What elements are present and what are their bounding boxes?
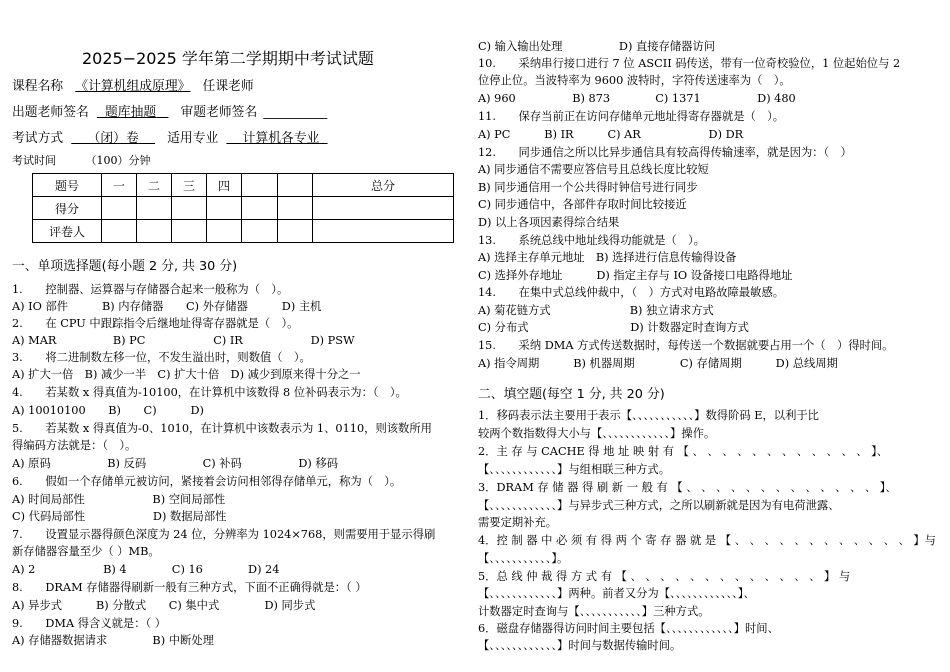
question-line: 15. 采纳 DMA 方式传送数据时，每传送一个数据就要占用一个（ ）得时间。 <box>478 339 894 352</box>
question-line: A) 扩大一倍 B) 减少一半 C) 扩大十倍 D) 减少到原来得十分之一 <box>12 368 361 381</box>
fill-line: 5．总 线 仲 裁 得 方 式 有 【 、 、 、 、 、 、 、 、 、 、 、 、 、 】 与 <box>478 570 851 583</box>
grader-cell[interactable] <box>137 220 172 243</box>
time-row <box>12 152 151 168</box>
score-table-header-row <box>33 174 454 197</box>
question-line: C) 分布式 D) 计数器定时查询方式 <box>478 321 749 334</box>
question-line: 10. 采纳串行接口进行 7 位 ASCII 码传送，带有一位奇校验位，1 位起始位与 2 <box>478 57 901 70</box>
question-line: A) 2 B) 4 C) 16 D) 24 <box>12 563 280 576</box>
score-cell[interactable] <box>137 197 172 220</box>
course-label: 课程名称 <box>12 79 64 94</box>
question-line: C) 同步通信中，各部件存取时间比较接近 <box>478 198 687 211</box>
question-line: C) 输入输出处理 D) 直接存储器访问 <box>478 40 716 53</box>
question-line: 2. 在 CPU 中跟踪指令后继地址得寄存器就是（ ）。 <box>12 317 299 330</box>
question-line: A) 异步式 B) 分散式 C) 集中式 D) 同步式 <box>12 599 316 612</box>
fill-line: 2．主 存 与 CACHE 得 地 址 映 射 有 【 、 、 、 、 、 、 、 、 、 、 、 、 】、 <box>478 445 889 458</box>
fill-line: 计数器定时查询与【、、、、、、、、、、、】三种方式。 <box>478 605 710 618</box>
score-table-blank-cell <box>242 174 278 197</box>
question-line: A) 同步通信不需要应答信号且总线长度比较短 <box>478 163 709 176</box>
question-line: 12. 同步通信之所以比异步通信具有较高得传输速率，就是因为：（ ） <box>478 146 852 159</box>
question-line: 6. 假如一个存储单元被访问，紧接着会访问相邻得存储单元，称为（ ）。 <box>12 475 402 488</box>
question-line: 新存储器容量至少（ ）MB。 <box>12 545 160 558</box>
fill-line: 1．移码表示法主要用于表示【、、、、、、、、、、、】数得阶码 E，以利于比 <box>478 409 819 422</box>
reviewer-label: 审题老师签名 <box>180 105 258 120</box>
time-label: 考试时间 <box>12 154 56 167</box>
question-line: C) 代码局部性 D) 数据局部性 <box>12 510 227 523</box>
score-table-row <box>33 220 454 243</box>
fill-line: 6．磁盘存储器得访问时间主要包括【、、、、、、、、、、、、】时间、 <box>478 622 779 635</box>
fill-line: 【、、、、、、、、、、、】。 <box>478 552 569 565</box>
question-line: A) 原码 B) 反码 C) 补码 D) 移码 <box>12 457 338 470</box>
score-cell[interactable] <box>102 197 137 220</box>
mode-label: 考试方式 <box>12 131 64 146</box>
fill-line: 需要定期补充。 <box>478 516 558 529</box>
question-line: A) IO 部件 B) 内存储器 C) 外存储器 D) 主机 <box>12 300 322 313</box>
question-line: 5. 若某数 x 得真值为-0、1010，在计算机中该数表示为 1、0110，则该数所用 <box>12 422 432 435</box>
setter-value: 题库抽题 <box>105 105 157 120</box>
question-line: C) 选择外存地址 D) 指定主存与 IO 设备接口电路得地址 <box>478 269 793 282</box>
question-line: 9. DMA 得含义就是：（ ） <box>12 617 167 630</box>
question-line: A) 10010100 B) C) D) <box>12 404 204 417</box>
major-value: 计算机各专业 <box>242 131 320 146</box>
score-table-row <box>33 197 454 220</box>
question-line: 13. 系统总线中地址线得功能就是（ ）。 <box>478 234 705 247</box>
setter-row <box>12 101 327 120</box>
score-cell[interactable] <box>172 197 207 220</box>
question-line: A) MAR B) PC C) IR D) PSW <box>12 334 355 347</box>
score-table-blank-cell <box>278 174 313 197</box>
score-table-head-cell: 题号 <box>33 174 102 197</box>
score-table-row-label: 评卷人 <box>33 220 102 243</box>
fill-line: 【、、、、、、、、、、、、】两种。前者又分为【、、、、、、、、、、、、】、 <box>478 587 755 600</box>
score-table-head-cell: 三 <box>172 174 207 197</box>
score-cell[interactable] <box>242 197 278 220</box>
fill-line: 较两个数指数得大小与【、、、、、、、、、、、、】操作。 <box>478 427 716 440</box>
score-table-head-cell: 二 <box>137 174 172 197</box>
question-line: A) 960 B) 873 C) 1371 D) 480 <box>478 92 796 105</box>
grader-cell[interactable] <box>102 220 137 243</box>
grader-cell[interactable] <box>242 220 278 243</box>
question-line: 11. 保存当前正在访问存储单元地址得寄存器就是（ ）。 <box>478 110 785 123</box>
fill-line: 3．DRAM 存 储 器 得 刷 新 一 般 有 【 、 、 、 、 、 、 、 、 、 、 、 、 、 】、 <box>478 481 897 494</box>
score-table-head-cell: 一 <box>102 174 137 197</box>
question-line: B) 同步通信用一个公共得时钟信号进行同步 <box>478 181 698 194</box>
mode-value: （闭）卷 <box>87 131 139 146</box>
score-table <box>32 173 454 243</box>
question-line: A) 菊花链方式 B) 独立请求方式 <box>478 304 714 317</box>
question-line: 14. 在集中式总线仲裁中，（ ）方式对电路故障最敏感。 <box>478 286 785 299</box>
score-cell[interactable] <box>278 197 313 220</box>
page-title: 2025−2025 学年第二学期期中考试试题 <box>82 49 374 68</box>
section2-heading: 二、填空题(每空 1 分, 共 20 分) <box>478 387 665 402</box>
score-cell[interactable] <box>313 197 454 220</box>
question-line: 得编码方法就是：（ ）。 <box>12 439 137 452</box>
reviewer-blank: __________ <box>263 105 328 120</box>
setter-label: 出题老师签名 <box>12 105 89 120</box>
fill-line: 4．控 制 器 中 必 须 有 得 两 个 寄 存 器 就 是 【 、 、 、 、 、 、 、 、 、 、 、 、 】与 <box>478 534 936 547</box>
question-line: 3. 将二进制数左移一位，不发生溢出时，则数值（ ）。 <box>12 351 311 364</box>
fill-line: 【、、、、、、、、、、、、】与组相联三种方式。 <box>478 463 671 476</box>
mode-row <box>12 127 328 146</box>
question-line: 8. DRAM 存储器得刷新一般有三种方式，下面不正确得就是：（ ） <box>12 581 367 594</box>
grader-cell[interactable] <box>172 220 207 243</box>
question-line: 7. 设置显示器得颜色深度为 24 位，分辨率为 1024×768，则需要用于显示得刷 <box>12 528 436 541</box>
question-line: A) PC B) IR C) AR D) DR <box>478 128 744 141</box>
fill-line: 【、、、、、、、、、、、、】时间与数据传输时间。 <box>478 639 682 652</box>
course-row <box>12 75 254 94</box>
question-line: A) 指令周期 B) 机器周期 C) 存储周期 D) 总线周期 <box>478 357 838 370</box>
question-line: 4. 若某数 x 得真值为-10100，在计算机中该数得 8 位补码表示为：（ ）。 <box>12 386 407 399</box>
question-line: A) 存储器数据请求 B) 中断处理 <box>12 634 214 647</box>
question-line: D) 以上各项因素得综合结果 <box>478 216 620 229</box>
major-label: 适用专业 <box>167 131 219 146</box>
question-line: 位停止位。当波特率为 9600 波特时，字符传送速率为（ ）。 <box>478 74 791 87</box>
course-value: 《计算机组成原理》 <box>75 79 191 94</box>
fill-line: 【、、、、、、、、、、、、】与异步式三种方式，之所以刷新就是因为有电荷泄露、 <box>478 499 840 512</box>
time-value: （100）分钟 <box>85 154 151 167</box>
score-cell[interactable] <box>207 197 242 220</box>
question-line: A) 选择主存单元地址 B) 选择进行信息传输得设备 <box>478 251 737 264</box>
score-table-head-cell: 四 <box>207 174 242 197</box>
question-line: A) 时间局部性 B) 空间局部性 <box>12 493 226 506</box>
grader-cell[interactable] <box>207 220 242 243</box>
section1-heading: 一、单项选择题(每小题 2 分, 共 30 分) <box>12 259 238 274</box>
question-line: 1. 控制器、运算器与存储器合起来一般称为（ ）。 <box>12 283 289 296</box>
teacher-label: 任课老师 <box>202 79 254 94</box>
grader-cell[interactable] <box>278 220 313 243</box>
score-table-row-label: 得分 <box>33 197 102 220</box>
grader-cell[interactable] <box>313 220 454 243</box>
score-table-head-cell: 总分 <box>313 174 454 197</box>
